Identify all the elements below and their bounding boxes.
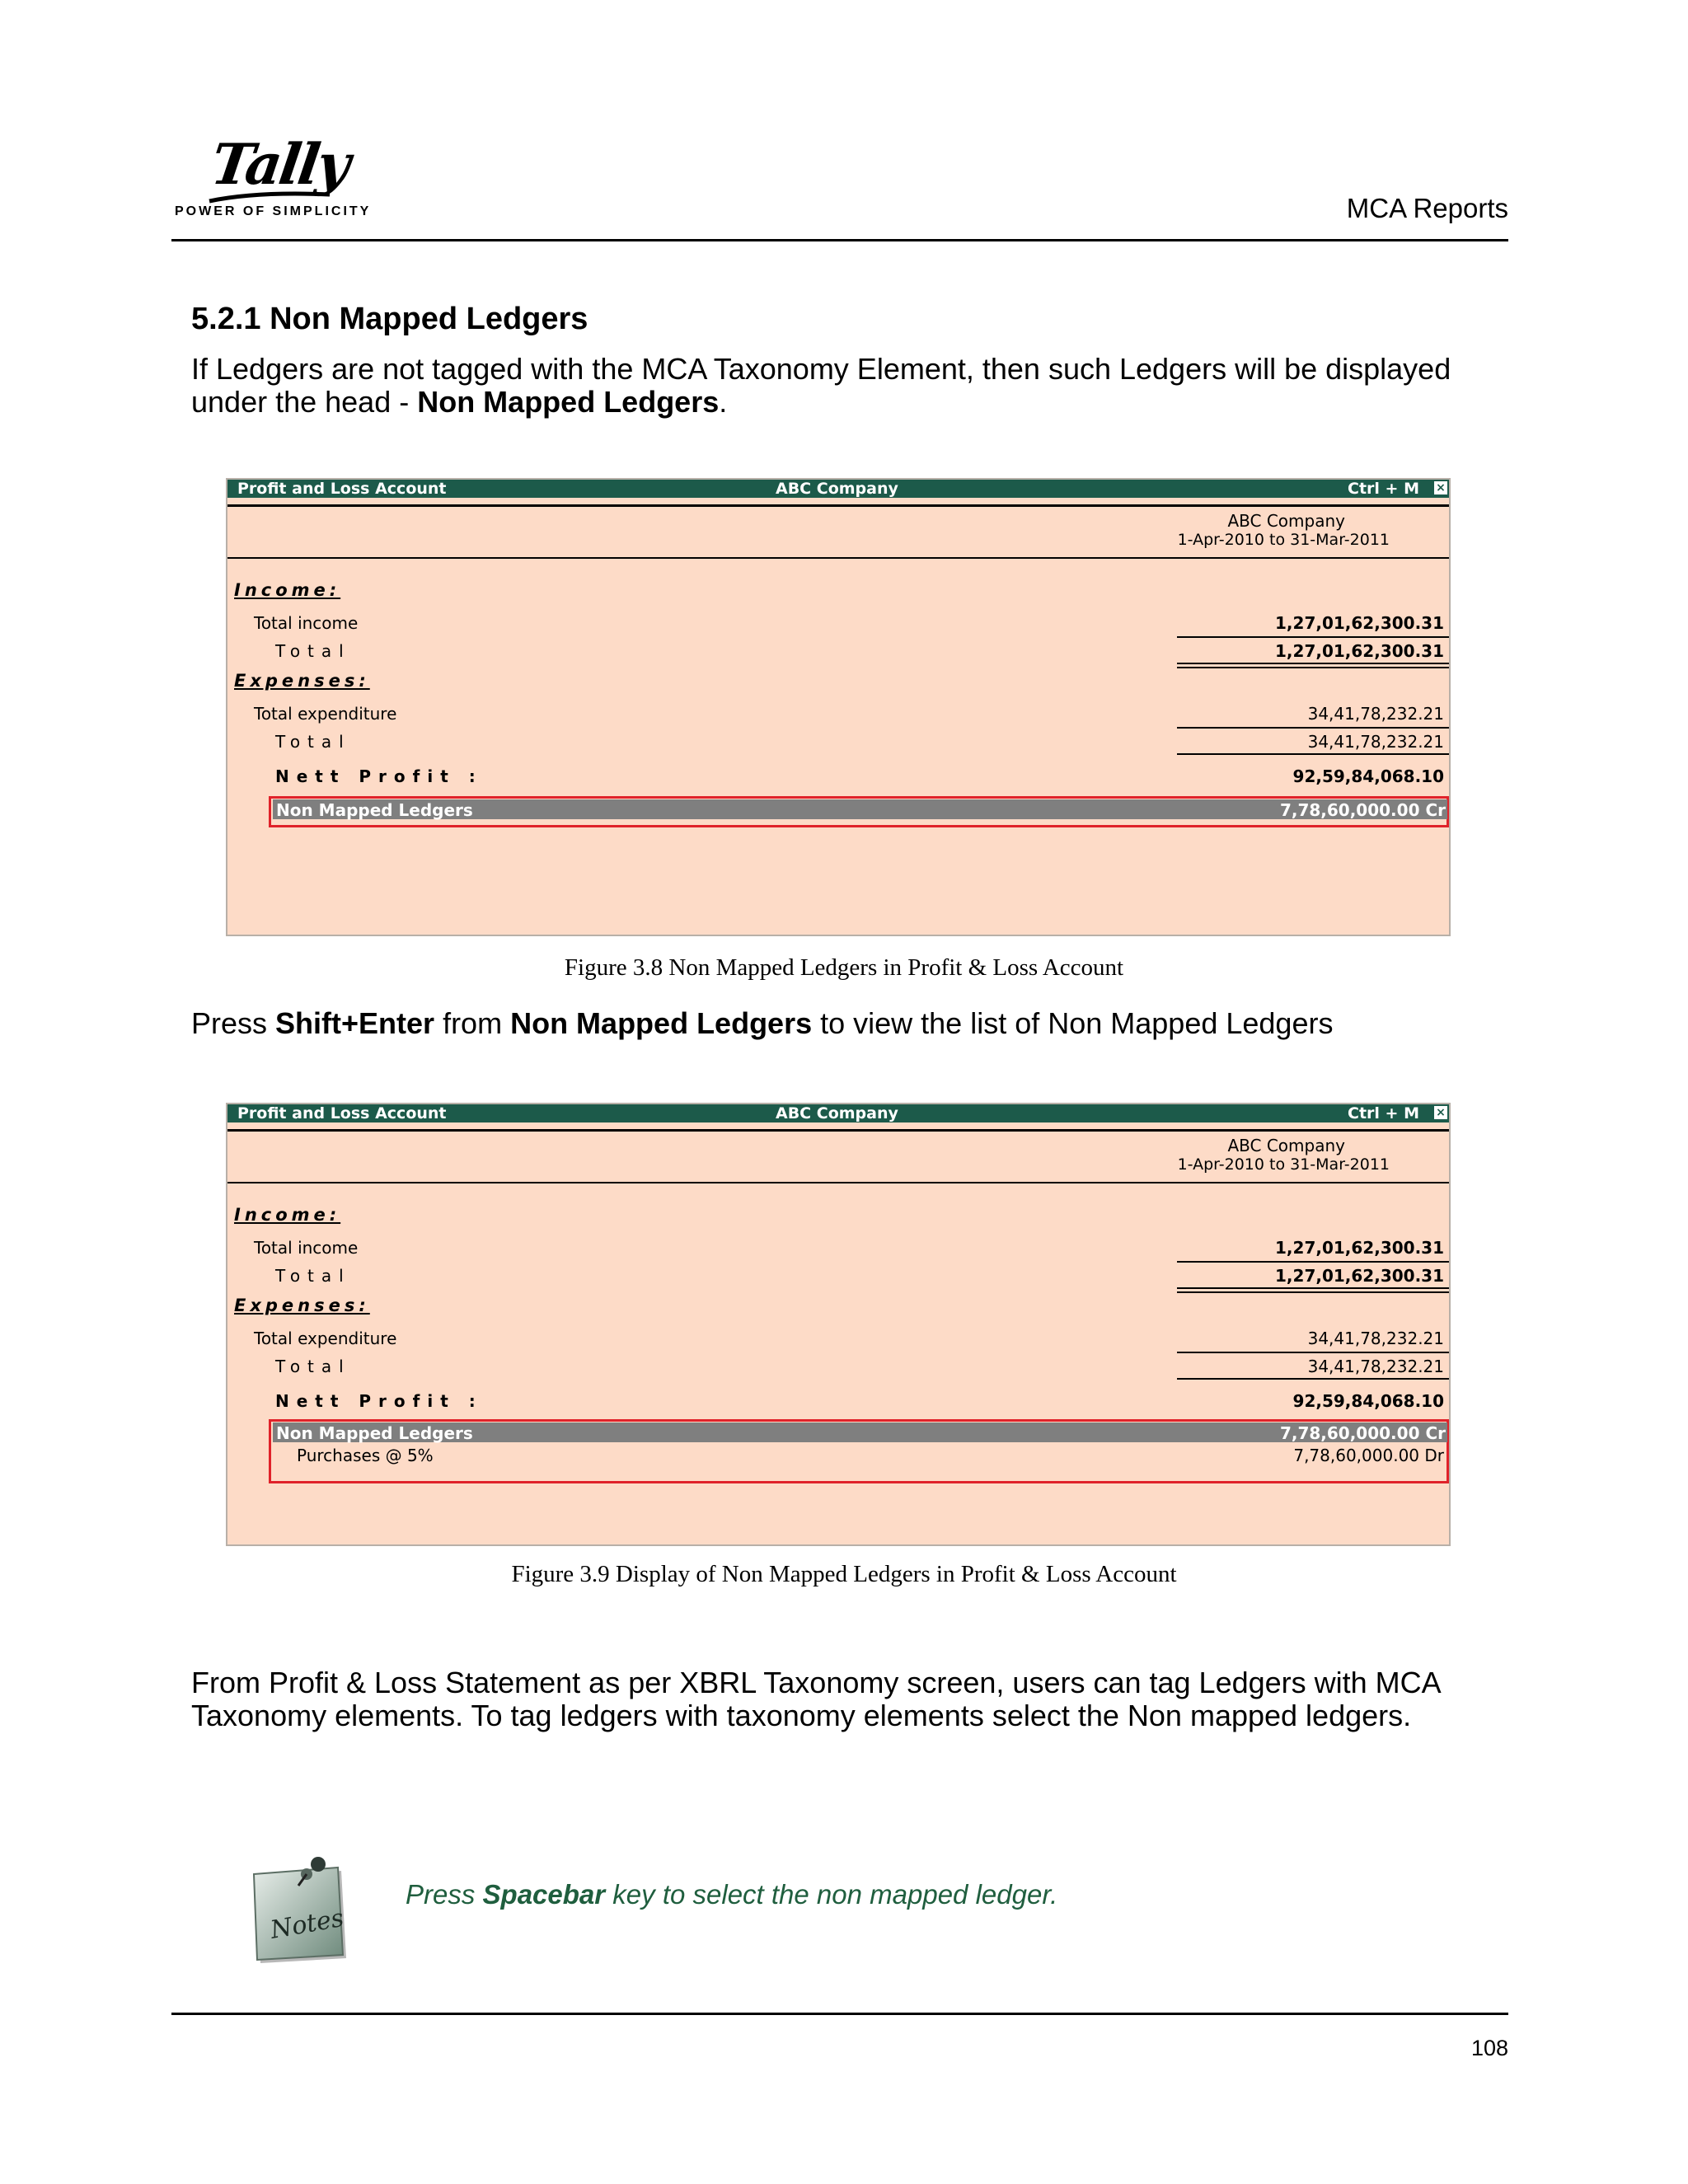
total-income-value: 1,27,01,62,300.31 [1275, 613, 1444, 633]
underline [1177, 636, 1449, 638]
non-mapped-ledgers-value: 7,78,60,000.00 Cr [1279, 800, 1446, 820]
expenses-total-label: Total [275, 1357, 351, 1376]
sub-ledger-label[interactable]: Purchases @ 5% [297, 1446, 434, 1465]
footer-rule [171, 2013, 1508, 2015]
logo-tagline: POWER OF SIMPLICITY [175, 204, 372, 218]
screen-title: Profit and Loss Account [237, 480, 447, 498]
divider [227, 1129, 1449, 1132]
screen-shortcut: Ctrl + M [1348, 480, 1419, 498]
screen-title-bar [227, 1104, 1449, 1122]
press-paragraph [191, 1007, 1510, 1040]
header-rule [171, 239, 1508, 241]
non-mapped-ledgers-label: Non Mapped Ledgers [276, 1423, 473, 1443]
income-total-value: 1,27,01,62,300.31 [1275, 1266, 1444, 1286]
non-mapped-ledgers-row[interactable] [273, 1422, 1447, 1442]
note-text-part: Press [406, 1879, 483, 1910]
press-text: Press [191, 1006, 276, 1040]
income-total-value: 1,27,01,62,300.31 [1275, 641, 1444, 661]
income-total-label: Total [275, 641, 351, 661]
non-mapped-ledgers-row[interactable] [273, 799, 1447, 819]
report-company: ABC Company [1227, 1136, 1345, 1155]
divider [227, 1182, 1449, 1183]
total-expenditure-label[interactable]: Total expenditure [254, 704, 397, 724]
income-total-label: Total [275, 1266, 351, 1286]
total-expenditure-value: 34,41,78,232.21 [1307, 704, 1444, 724]
expenses-total-value: 34,41,78,232.21 [1307, 1357, 1444, 1376]
nett-profit-value: 92,59,84,068.10 [1292, 1391, 1444, 1411]
intro-paragraph [191, 353, 1510, 419]
screen-title-bar [227, 480, 1449, 498]
underline [1177, 667, 1449, 668]
press-text: to view the list of Non Mapped Ledgers [812, 1006, 1334, 1040]
non-mapped-ledgers-label: Non Mapped Ledgers [276, 800, 473, 820]
logo-wordmark: Tally [207, 132, 352, 198]
income-group[interactable]: Income: [234, 1205, 341, 1225]
underline [1177, 1261, 1449, 1263]
intro-end: . [719, 385, 728, 419]
underline [1177, 1291, 1449, 1293]
sub-ledger-value: 7,78,60,000.00 Dr [1293, 1446, 1444, 1465]
divider [227, 504, 1449, 507]
nett-profit-label: Nett Profit : [275, 1391, 483, 1411]
screen-company: ABC Company [776, 1104, 898, 1122]
press-key: Shift+Enter [275, 1006, 435, 1040]
underline [1177, 753, 1449, 755]
logo-swoosh-icon [208, 190, 331, 206]
press-text: from [434, 1006, 511, 1040]
screen-shortcut: Ctrl + M [1348, 1104, 1419, 1122]
total-expenditure-value: 34,41,78,232.21 [1307, 1329, 1444, 1348]
close-icon[interactable]: × [1434, 481, 1447, 494]
expenses-total-label: Total [275, 732, 351, 752]
underline [1177, 727, 1449, 729]
screen-company: ABC Company [776, 480, 898, 498]
divider [227, 557, 1449, 559]
notes-icon-label: Notes [268, 1903, 346, 1945]
report-company: ABC Company [1227, 511, 1345, 531]
total-income-value: 1,27,01,62,300.31 [1275, 1238, 1444, 1258]
tag-paragraph: From Profit & Loss Statement as per XBRL Taxonomy screen, users can tag Ledgers with MCA Taxonomy elements. To tag ledgers with taxonomy elements select the Non mapped ledgers. [191, 1666, 1440, 1732]
tally-logo [175, 132, 372, 223]
underline [1177, 663, 1449, 664]
note-key: Spacebar [482, 1879, 606, 1910]
screen-title: Profit and Loss Account [237, 1104, 447, 1122]
underline [1177, 1287, 1449, 1289]
figure-caption-2: Figure 3.9 Display of Non Mapped Ledgers in Profit & Loss Account [511, 1561, 1177, 1587]
page-number: 108 [1470, 2036, 1508, 2060]
underline [1177, 1352, 1449, 1353]
intro-text: If Ledgers are not tagged with the MCA Taxonomy Element, then such Ledgers will be displayed under the head - [191, 352, 1451, 419]
income-group[interactable]: Income: [234, 580, 341, 600]
non-mapped-ledgers-value: 7,78,60,000.00 Cr [1279, 1423, 1446, 1443]
total-expenditure-label[interactable]: Total expenditure [254, 1329, 397, 1348]
report-period: 1-Apr-2010 to 31-Mar-2011 [1177, 531, 1390, 549]
expenses-group[interactable]: Expenses: [234, 1296, 370, 1315]
expenses-total-value: 34,41,78,232.21 [1307, 732, 1444, 752]
report-period: 1-Apr-2010 to 31-Mar-2011 [1177, 1155, 1390, 1174]
close-icon[interactable]: × [1434, 1106, 1447, 1119]
intro-bold-text: Non Mapped Ledgers [417, 385, 720, 419]
note-text-part: key to select the non mapped ledger. [605, 1879, 1058, 1910]
total-income-label[interactable]: Total income [254, 613, 359, 633]
nett-profit-value: 92,59,84,068.10 [1292, 766, 1444, 786]
header-section-title: MCA Reports [1346, 193, 1508, 223]
press-target: Non Mapped Ledgers [510, 1006, 813, 1040]
tally-screen-1 [226, 478, 1451, 936]
underline [1177, 1378, 1449, 1380]
total-income-label[interactable]: Total income [254, 1238, 359, 1258]
expenses-group[interactable]: Expenses: [234, 671, 370, 691]
section-title: 5.2.1 Non Mapped Ledgers [191, 302, 588, 336]
nett-profit-label: Nett Profit : [275, 766, 483, 786]
tally-screen-2 [226, 1103, 1451, 1546]
note-text [406, 1879, 1057, 1910]
figure-caption-1: Figure 3.8 Non Mapped Ledgers in Profit & Loss Account [564, 954, 1124, 981]
notes-icon [249, 1853, 356, 1968]
